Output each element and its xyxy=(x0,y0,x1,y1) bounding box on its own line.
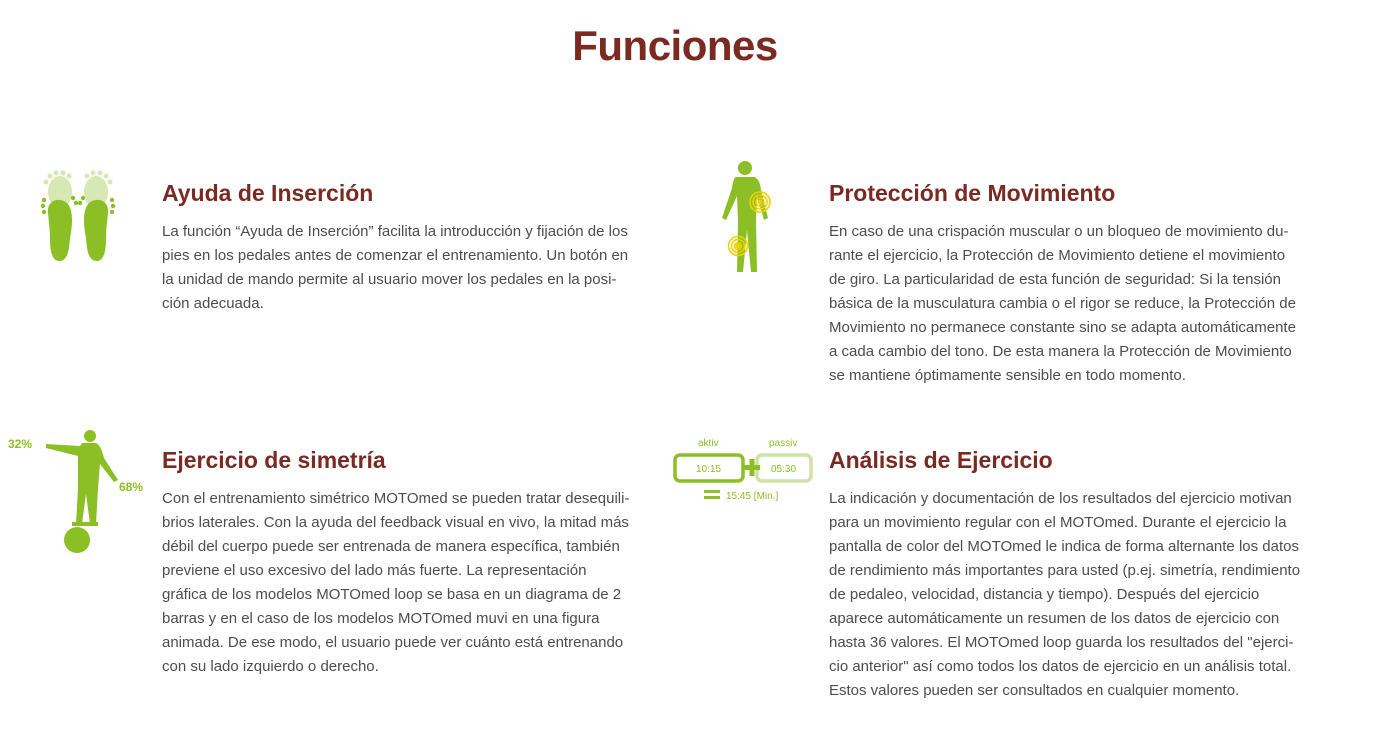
person-spasm-icon xyxy=(712,160,782,278)
feature-title: Ejercicio de simetría xyxy=(162,447,386,473)
timer-sum-icon xyxy=(672,434,816,506)
page-title: Funciones xyxy=(572,22,778,69)
feature-exercise-analysis xyxy=(829,445,1301,703)
active-label: aktiv xyxy=(698,438,719,449)
feature-text: En caso de una crispación muscular o un bloqueo de movimiento durante el ejercicio, la Protección de Movimiento detiene el movimiento de giro. La particularidad de esta función de seguridad: Si la tensión básica de la musculatura cambia o el rigor se reduce, la Protección de Movimiento no permanece constante sino se adapta automáticamente a cada cambio del tono. De esta manera la Protección de Movimiento se mantiene óptimamente sensible en todo momento. xyxy=(829,223,1296,384)
feature-title: Protección de Movimiento xyxy=(829,180,1116,206)
person-balance-icon xyxy=(6,428,152,556)
passive-label: passiv xyxy=(769,438,798,449)
feet-icon xyxy=(38,170,118,265)
feature-text: La función “Ayuda de Inserción” facilita la introducción y fijación de los pies en los pedales antes de comenzar el entrenamiento. Un botón en la unidad de mando permite al usuario mover los pedales en la posición adecuada. xyxy=(162,223,629,312)
feature-motion-protection xyxy=(829,178,1301,388)
feature-title: Ayuda de Inserción xyxy=(162,180,374,206)
total-time: 15:45 [Min.] xyxy=(726,491,779,502)
feature-text: Con el entrenamiento simétrico MOTOmed se pueden tratar desequilibrios laterales. Con la ayuda del feedback visual en vivo, la mitad más débil del cuerpo puede ser entrenada de manera específica, también previene el uso excesivo del lado más fuerte. La representación gráfica de los modelos MOTOmed loop se basa en un diagrama de 2 barras y en el caso de los modelos MOTOmed muvi en una figura animada. De ese modo, el usuario puede ver cuánto está entrenando con su lado izquierdo o derecho. xyxy=(162,490,630,675)
feature-symmetry xyxy=(162,445,634,679)
feature-title: Análisis de Ejercicio xyxy=(829,447,1053,473)
right-percent-label: 68% xyxy=(119,480,144,494)
feature-text: La indicación y documentación de los resultados del ejercicio motivan para un movimiento regular con el MOTOmed. Durante el ejercicio la pantalla de color del MOTOmed le indica de forma alternante los datos de rendimiento más importantes para usted (p.ej. simetría, rendimiento de pedaleo, velocidad, distancia y tiempo). Después del ejercicio aparece automáticamente un resumen de los datos de ejercicio con hasta 36 valores. El MOTOmed loop guarda los resultados del "ejercicio anterior" así como todos los datos de ejercicio en un análisis total. Estos valores pueden ser consultados en cualquier momento. xyxy=(829,490,1301,699)
left-percent-label: 32% xyxy=(8,437,33,451)
active-time: 10:15 xyxy=(696,464,722,475)
passive-time: 05:30 xyxy=(771,464,797,475)
feature-insertion-aid xyxy=(162,178,634,316)
